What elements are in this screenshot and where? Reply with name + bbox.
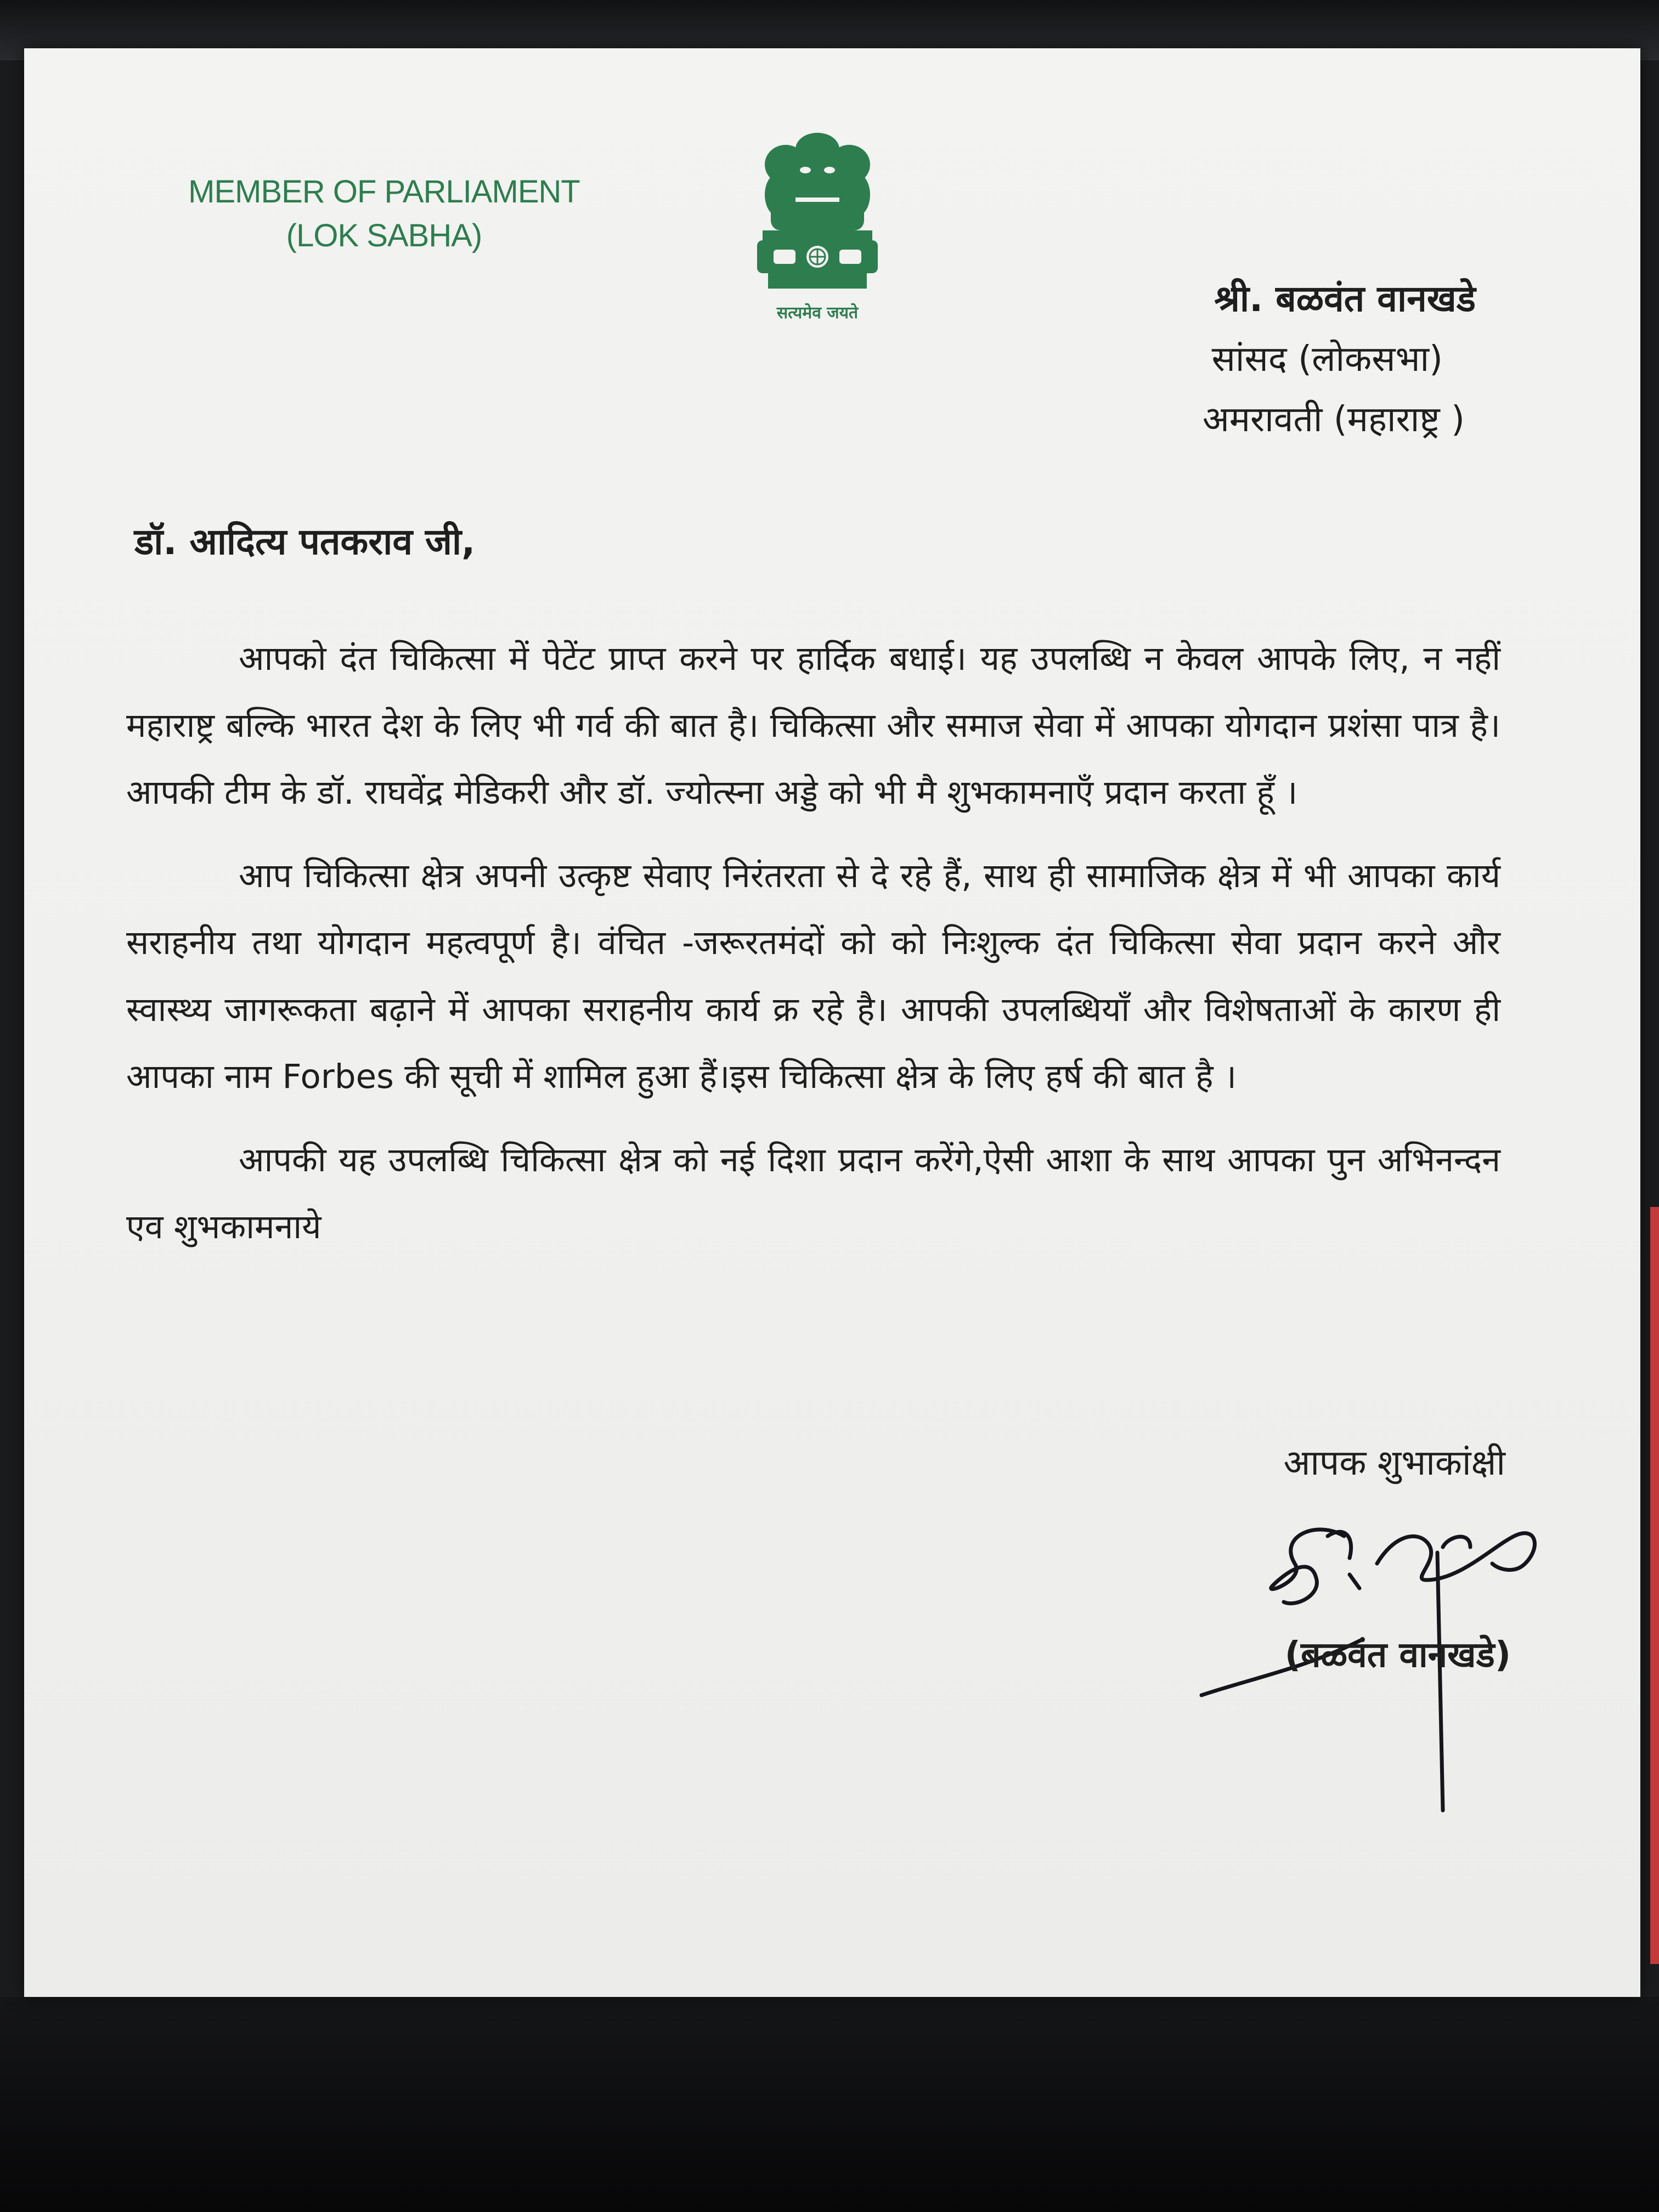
sender-name: श्री. बळवंत वानखडे — [1214, 278, 1476, 320]
backdrop-bottom — [0, 1997, 1659, 2212]
paragraph-3: आपकी यह उपलब्धि चिकित्सा क्षेत्र को नई दिशा प्रदान करेंगे,ऐसी आशा के साथ आपका पुन अभिनन्दन एव शुभकामनाये — [126, 1141, 1500, 1246]
paragraph-1: आपको दंत चिकित्सा में पेटेंट प्राप्त करने पर हार्दिक बधाई। यह उपलब्धि न केवल आपके लिए, न नहीं महाराष्ट्र बल्कि भारत देश के लिए भी गर्व की बात है। चिकित्सा और समाज सेवा में आपका योगदान प्रशंसा पात्र है। आपकी टीम के डॉ. राघवेंद्र मेडिकरी और डॉ. ज्योत्स्ना अड्डे को भी मै शुभकामनाएँ प्रदान करता हूँ । — [126, 639, 1500, 812]
salutation: डॉ. आदित्य पतकराव जी, — [134, 521, 476, 563]
paragraph-2: आप चिकित्सा क्षेत्र अपनी उत्कृष्ट सेवाए निरंतरता से दे रहे हैं, साथ ही सामाजिक क्षेत्र में भी आपका कार्य सराहनीय तथा योगदान महत्वपूर्ण है। वंचित -जरूरतमंदों को को निःशुल्क दंत चिकित्सा सेवा प्रदान करने और स्वास्थ्य जागरूकता बढ़ाने में आपका सराहनीय कार्य क्र रहे है। आपकी उपलब्धियाँ और विशेषताओं के कारण ही आपका नाम Forbes की सूची में शामिल हुआ हैं।इस चिकित्सा क्षेत्र के लिए हर्ष की बात है । — [126, 856, 1501, 1096]
signatory-name: (बळवंत वानखडे) — [1284, 1635, 1511, 1675]
sender-post: सांसद (लोकसभा) — [1211, 339, 1443, 380]
background-red-edge — [1650, 1207, 1659, 1964]
emblem-motto: सत्यमेव जयते — [776, 303, 859, 323]
letterhead-title — [132, 170, 636, 258]
national-emblem-icon — [741, 126, 894, 329]
sender-place: अमरावती (महाराष्ट्र ) — [1202, 399, 1465, 440]
closing-line: आपक शुभाकांक्षी — [1283, 1443, 1505, 1483]
letterhead-title-line2: (LOK SABHA) — [286, 218, 482, 253]
letter-body — [126, 625, 1500, 1277]
letterhead-title-line1: MEMBER OF PARLIAMENT — [188, 174, 580, 210]
sender-block — [1042, 269, 1536, 450]
